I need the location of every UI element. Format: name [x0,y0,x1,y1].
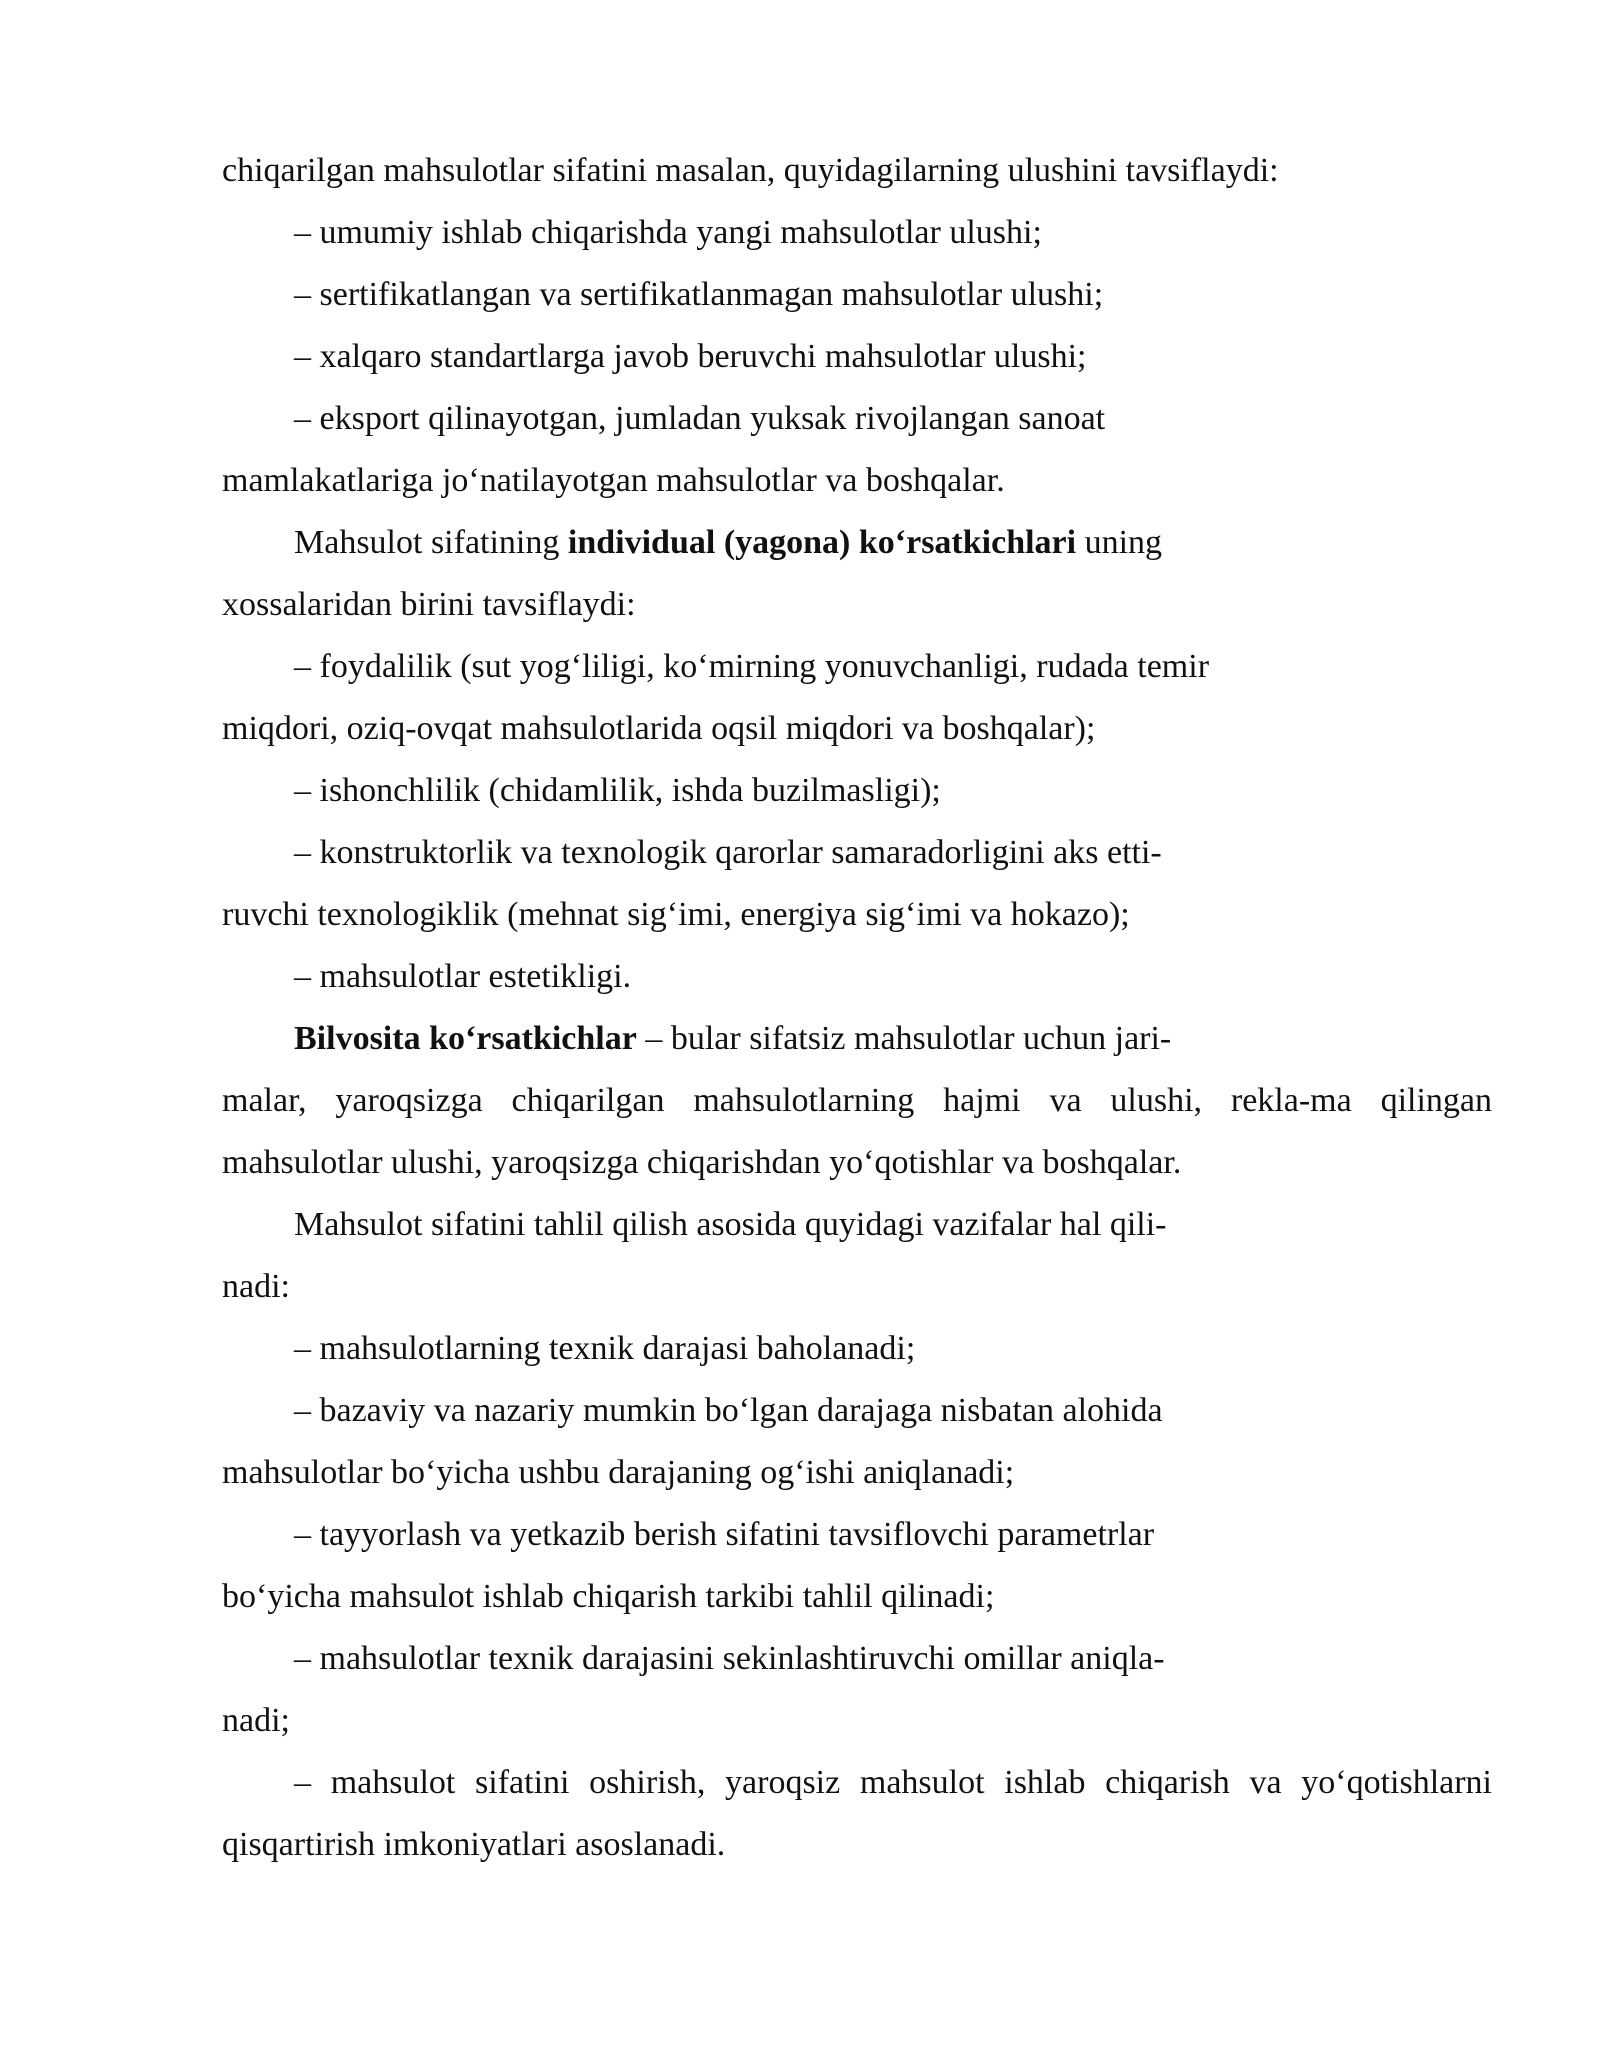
list-item: – mahsulot sifatini oshirish, yaroqsiz mahsulot ishlab chiqarish va yo‘qotishlarni [294,1764,1492,1801]
text-line: ruvchi texnologiklik (mehnat sig‘imi, energiya sig‘imi va hokazo); [222,896,1130,933]
text-line: mahsulotlar ulushi, yaroqsizga chiqarishdan yo‘qotishlar va boshqalar. [222,1144,1182,1181]
text-run: uning [1076,524,1163,561]
list-item: – mahsulotlar estetikligi. [294,958,632,995]
text-line: xossalaridan birini tavsiflaydi: [222,586,636,623]
text-line: malar, yaroqsizga chiqarilgan mahsulotlarning hajmi va ulushi, rekla-ma qilingan [222,1082,1492,1119]
bold-term: individual (yagona) ko‘rsatkichlari [567,524,1077,561]
list-item: – xalqaro standartlarga javob beruvchi mahsulotlar ulushi; [294,338,1087,375]
paragraph-start [222,512,1492,574]
document-page [222,140,1492,1876]
text-line: mamlakatlariga jo‘natilayotgan mahsulotlar va boshqalar. [222,462,1005,499]
text-run: Mahsulot sifatining [294,524,568,561]
list-item: – mahsulotlar texnik darajasini sekinlashtiruvchi omillar aniqla- [294,1640,1165,1677]
text-line: mahsulotlar bo‘yicha ushbu darajaning og‘ishi aniqlanadi; [222,1454,1015,1491]
list-item: – ishonchlilik (chidamlilik, ishda buzilmasligi); [294,772,941,809]
list-item: – eksport qilinayotgan, jumladan yuksak rivojlangan sanoat [294,400,1106,437]
list-item: – bazaviy va nazariy mumkin bo‘lgan darajaga nisbatan alohida [294,1392,1163,1429]
text-line: chiqarilgan mahsulotlar sifatini masalan, quyidagilarning ulushini tavsiflaydi: [222,152,1279,189]
list-item: – foydalilik (sut yog‘liligi, ko‘mirning yonuvchanligi, rudada temir [294,648,1210,685]
list-item: – mahsulotlarning texnik darajasi baholanadi; [294,1330,916,1367]
text-line: qisqartirish imkoniyatlari asoslanadi. [222,1826,726,1863]
paragraph-start [222,1008,1492,1070]
bold-term: Bilvosita ko‘rsatkichlar [294,1020,637,1057]
text-line: nadi; [222,1702,290,1739]
text-line: bo‘yicha mahsulot ishlab chiqarish tarkibi tahlil qilinadi; [222,1578,995,1615]
list-item: – tayyorlash va yetkazib berish sifatini tavsiflovchi parametrlar [294,1516,1155,1553]
text-line: nadi: [222,1268,290,1305]
list-item: – konstruktorlik va texnologik qarorlar samaradorligini aks etti- [294,834,1162,871]
text-run: – bular sifatsiz mahsulotlar uchun jari- [636,1020,1172,1057]
paragraph-start: Mahsulot sifatini tahlil qilish asosida quyidagi vazifalar hal qili- [294,1206,1167,1243]
list-item: – sertifikatlangan va sertifikatlanmagan mahsulotlar ulushi; [294,276,1104,313]
list-item: – umumiy ishlab chiqarishda yangi mahsulotlar ulushi; [294,214,1042,251]
text-line: miqdori, oziq-ovqat mahsulotlarida oqsil miqdori va boshqalar); [222,710,1096,747]
